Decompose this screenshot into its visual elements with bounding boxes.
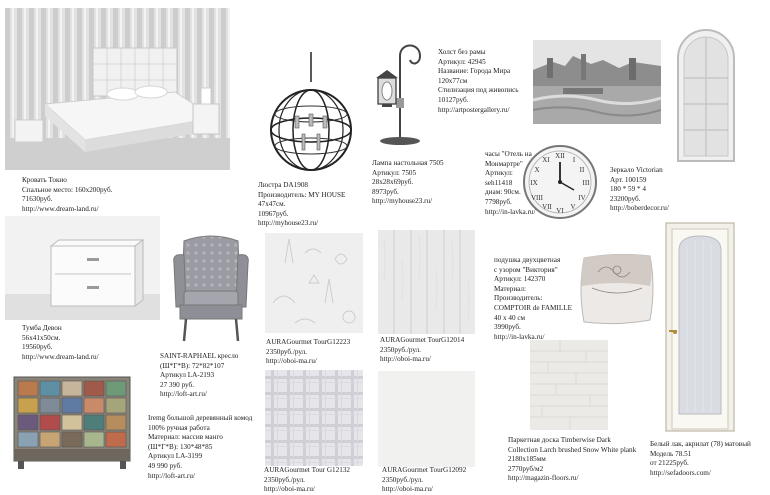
wallpaper2-photo bbox=[378, 230, 475, 334]
caption-line: Артикул: 42945 bbox=[438, 57, 486, 66]
caption-line: Арт. 100159 bbox=[610, 175, 647, 184]
caption-line: Материал: bbox=[494, 284, 527, 293]
pillow-caption bbox=[494, 256, 572, 342]
nightstand-caption bbox=[22, 324, 99, 362]
wallpaper3-photo bbox=[265, 370, 363, 466]
caption-line: Стилизация под живопись bbox=[438, 86, 519, 95]
caption-line[interactable]: http://oboi-ma.ru/ bbox=[380, 355, 431, 364]
caption-line: 2350руб./рул. bbox=[266, 347, 307, 356]
caption-line[interactable]: http://artpostergallery.ru/ bbox=[438, 105, 510, 114]
caption-line: 49 990 руб. bbox=[148, 461, 183, 470]
wallpaper2-caption bbox=[380, 336, 464, 365]
caption-line[interactable]: http://in-lavka.ru/ bbox=[494, 332, 545, 341]
caption-line: Спальное место: 160х200руб. bbox=[22, 185, 113, 194]
svg-text:X: X bbox=[534, 166, 540, 174]
caption-line[interactable]: http://www.dream-land.ru/ bbox=[22, 204, 99, 213]
caption-line[interactable]: http://loft-art.ru/ bbox=[148, 471, 195, 480]
caption-line: Артикул: 142370 bbox=[494, 275, 546, 284]
svg-text:IX: IX bbox=[530, 179, 538, 187]
caption-line: Название: Города Мира bbox=[438, 67, 511, 76]
dresser-photo bbox=[12, 375, 132, 470]
caption-line: 27 390 руб. bbox=[160, 380, 195, 389]
svg-text:VIII: VIII bbox=[530, 194, 544, 202]
caption-line: Белый лак, акрилат (78) матовый bbox=[650, 440, 751, 448]
caption-line: Люстра DA1908 bbox=[258, 181, 309, 189]
caption-line[interactable]: http://myhouse23.ru/ bbox=[372, 197, 433, 206]
caption-line: Артикул: bbox=[485, 169, 513, 178]
canvas-photo bbox=[533, 40, 661, 124]
flooring-caption bbox=[508, 436, 636, 484]
caption-line[interactable]: http://www.dream-land.ru/ bbox=[22, 352, 99, 361]
lamp-photo bbox=[370, 38, 430, 146]
caption-line: 3990руб. bbox=[494, 323, 521, 332]
caption-line: 47х47см. bbox=[258, 200, 286, 209]
clock-caption bbox=[485, 150, 536, 217]
caption-line: Кровать Токио bbox=[22, 176, 67, 184]
caption-line: 23200руб. bbox=[610, 194, 641, 203]
svg-text:II: II bbox=[579, 166, 585, 174]
caption-line: Модель 78.51 bbox=[650, 449, 692, 458]
caption-line: 10127руб. bbox=[438, 95, 469, 104]
armchair-photo bbox=[168, 233, 254, 345]
svg-text:III: III bbox=[582, 179, 590, 187]
caption-line: (Ш*Г*В): 72*82*107 bbox=[160, 361, 225, 370]
chandelier-photo bbox=[262, 52, 360, 177]
caption-line[interactable]: http://oboi-ma.ru/ bbox=[382, 485, 433, 494]
flooring-photo bbox=[530, 340, 608, 430]
caption-line[interactable]: http://magazin-floors.ru/ bbox=[508, 474, 579, 483]
dresser-caption bbox=[148, 414, 252, 481]
caption-line: подушка двухцветная bbox=[494, 256, 561, 264]
caption-line: Зеркало Victorian bbox=[610, 166, 663, 174]
mirror-caption bbox=[610, 166, 669, 214]
caption-line: 120х77см bbox=[438, 76, 468, 85]
caption-line: Материал: массив манго bbox=[148, 433, 223, 442]
lamp-caption bbox=[372, 159, 444, 207]
canvas-caption bbox=[438, 48, 519, 115]
caption-line: 56х41х50см. bbox=[22, 333, 61, 342]
wallpaper3-caption bbox=[264, 466, 350, 495]
svg-text:V: V bbox=[570, 203, 576, 211]
caption-line: AURAGourmet TourG12223 bbox=[266, 338, 351, 346]
caption-line: AURAGourmet Tour G12132 bbox=[264, 466, 351, 474]
svg-text:XII: XII bbox=[555, 152, 565, 160]
caption-line: AURAGourmet TourG12092 bbox=[382, 466, 467, 474]
wallpaper1-photo bbox=[265, 233, 363, 333]
caption-line: 19560руб. bbox=[22, 343, 53, 352]
wallpaper4-photo bbox=[378, 371, 475, 467]
caption-line: Артикул: 7505 bbox=[372, 168, 417, 177]
caption-line: 40 х 40 см bbox=[494, 313, 526, 322]
nightstand-photo bbox=[5, 216, 160, 320]
wallpaper1-caption bbox=[266, 338, 350, 367]
mirror-photo bbox=[676, 28, 736, 163]
caption-line[interactable]: http://in-lavka.ru/ bbox=[485, 207, 536, 216]
caption-line: (Ш*Г*В): 130*48*85 bbox=[148, 442, 213, 451]
caption-line: 2350руб./рул. bbox=[264, 475, 305, 484]
caption-line: 28х28х69руб. bbox=[372, 178, 414, 187]
caption-line: Производитель: bbox=[494, 294, 543, 303]
svg-text:XI: XI bbox=[542, 156, 550, 164]
caption-line: Артикул LA-2193 bbox=[160, 371, 215, 380]
caption-line: от 21225руб. bbox=[650, 459, 689, 468]
caption-line: AURAGourmet TourG12014 bbox=[380, 336, 465, 344]
caption-line: с узором "Виктория" bbox=[494, 265, 558, 274]
caption-line: Производитель: MY HOUSE bbox=[258, 190, 346, 199]
caption-line: Collection Larch brushed Snow White plank bbox=[508, 445, 637, 454]
caption-line: 100% ручная работа bbox=[148, 423, 210, 432]
svg-text:VI: VI bbox=[556, 207, 564, 215]
caption-line: 180 * 59 * 4 bbox=[610, 185, 646, 194]
door-photo bbox=[665, 222, 735, 432]
caption-line[interactable]: http://oboi-ma.ru/ bbox=[264, 485, 315, 494]
caption-line[interactable]: http://sefadoors.com/ bbox=[650, 468, 711, 477]
wallpaper4-caption bbox=[382, 466, 466, 495]
caption-line: COMPTOIR de FAMILLE bbox=[494, 303, 572, 312]
caption-line[interactable]: http://myhouse23.ru/ bbox=[258, 219, 319, 228]
pillow-photo bbox=[578, 250, 656, 326]
caption-line: Артикул LA-3199 bbox=[148, 452, 203, 461]
caption-line: часы "Отель на bbox=[485, 150, 532, 158]
caption-line: Лампа настольная 7505 bbox=[372, 159, 444, 167]
caption-line: 10967руб. bbox=[258, 209, 289, 218]
armchair-caption bbox=[160, 352, 238, 400]
caption-line: Холст без рамы bbox=[438, 48, 486, 56]
caption-line: 71630руб. bbox=[22, 195, 53, 204]
caption-line: 2350руб./рул. bbox=[380, 345, 421, 354]
caption-line: диам: 90см. bbox=[485, 188, 521, 197]
caption-line[interactable]: http://oboi-ma.ru/ bbox=[266, 357, 317, 366]
caption-line: SAINT-RAPHAEL кресло bbox=[160, 352, 239, 360]
svg-text:IV: IV bbox=[578, 194, 586, 202]
caption-line[interactable]: http://loft-art.ru/ bbox=[160, 390, 207, 399]
door-caption bbox=[650, 440, 751, 478]
chandelier-caption bbox=[258, 181, 345, 229]
caption-line: 7798руб. bbox=[485, 197, 512, 206]
svg-text:I: I bbox=[572, 156, 576, 164]
caption-line: Паркетная доска Timberwise Dark bbox=[508, 436, 611, 444]
caption-line: Тумба Девон bbox=[22, 324, 62, 332]
bed-caption bbox=[22, 176, 112, 214]
caption-line: seh11418 bbox=[485, 178, 513, 187]
caption-line: Монмартре" bbox=[485, 159, 523, 168]
caption-line: 2180х185мм bbox=[508, 455, 546, 464]
svg-text:VII: VII bbox=[542, 203, 552, 211]
bed-photo bbox=[5, 8, 230, 170]
caption-line: 2350руб./рул. bbox=[382, 475, 423, 484]
caption-line: 2770руб/м2 bbox=[508, 464, 544, 473]
caption-line[interactable]: http://boberdecor.ru/ bbox=[610, 204, 669, 213]
caption-line: 8973руб. bbox=[372, 187, 399, 196]
caption-line: Iremg большой деревянный комод bbox=[148, 414, 253, 422]
